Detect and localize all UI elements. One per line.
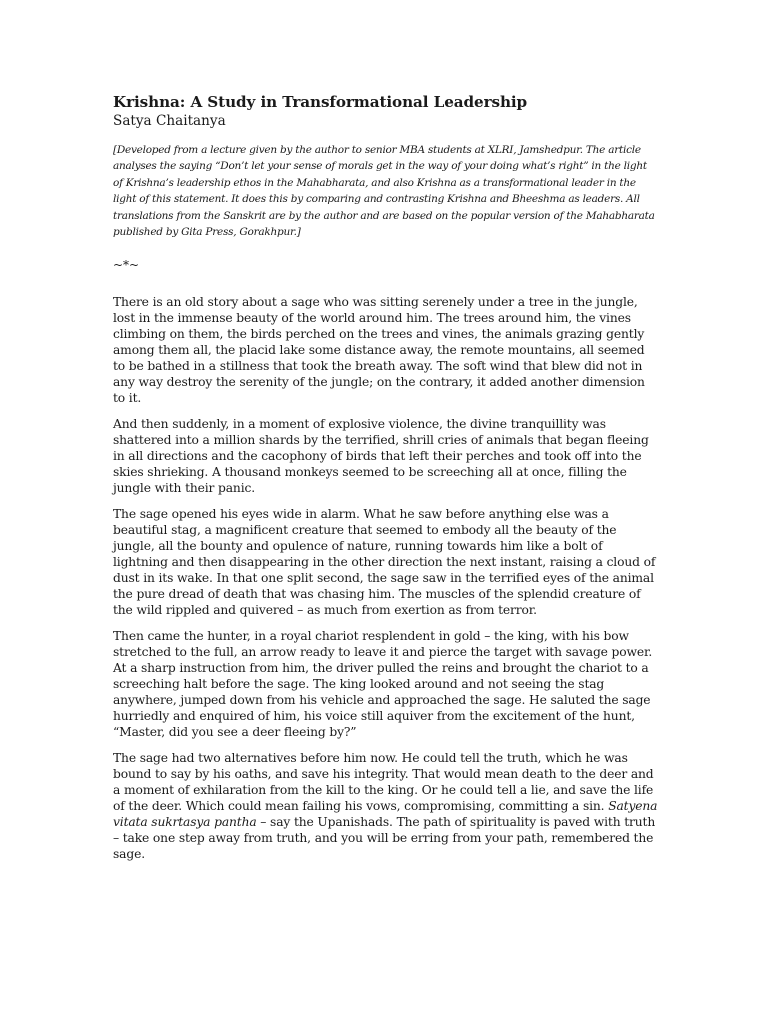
document-page [113, 92, 658, 872]
paragraph-5-text-after: – say the Upanishads. The path of spirituality is paved with truth – take one step away from truth, and you will be erring from your path, remembered the sage. [113, 815, 656, 862]
sanskrit-quote: Satyena vitata sukrtasya pantha [113, 799, 658, 830]
abstract-note: [Developed from a lecture given by the author to senior MBA students at XLRI, Jamshedpur. The article analyses the saying “Don’t let your sense of morals get in the way of your doing what’s right” in the light of Krishna’s leadership ethos in the Mahabharata, and also Krishna as a transformational leader in the light of this statement. It does this by comparing and contrasting Krishna and Bheeshma as leaders. All translations from the Sanskrit are by the author and are based on the popular version of the Mahabharata published by Gita Press, Gorakhpur.] [113, 144, 655, 239]
paragraph-3: The sage opened his eyes wide in alarm. What he saw before anything else was a beautiful stag, a magnificent creature that seemed to embody all the beauty of the jungle, all the bounty and opulence of nature, running towards him like a bolt of lightning and then disappearing in the other direction the next instant, raising a cloud of dust in its wake. In that one split second, the sage saw in the terrified eyes of the animal the pure dread of death that was chasing him. The muscles of the splendid creature of the wild rippled and quivered – as much from exertion as from terror. [113, 507, 656, 618]
document-title: Krishna: A Study in Transformational Leadership [113, 93, 528, 111]
author-name: Satya Chaitanya [113, 113, 226, 129]
paragraph-4: Then came the hunter, in a royal chariot resplendent in gold – the king, with his bow stretched to the full, an arrow ready to leave it and pierce the target with savage power. At a sharp instruction from him, the driver pulled the reins and brought the chariot to a screeching halt before the sage. The king looked around and not seeing the stag anywhere, jumped down from his vehicle and approached the sage. He saluted the sage hurriedly and enquired of him, his voice still aquiver from the excitement of the hunt, “Master, did you see a deer fleeing by?” [113, 629, 653, 740]
paragraph-5 [113, 750, 658, 862]
paragraph-2: And then suddenly, in a moment of explosive violence, the divine tranquillity was shattered into a million shards by the terrified, shrill cries of animals that began fleeing in all directions and the cacophony of birds that left their perches and took off into the skies shrieking. A thousand monkeys seemed to be screeching all at once, filling the jungle with their panic. [113, 417, 649, 496]
paragraph-1: There is an old story about a sage who was sitting serenely under a tree in the jungle, lost in the immense beauty of the world around him. The trees around him, the vines climbing on them, the birds perched on the trees and vines, the animals grazing gently among them all, the placid lake some distance away, the remote mountains, all seemed to be bathed in a stillness that took the breath away. The soft wind that blew did not in any way destroy the serenity of the jungle; on the contrary, it added another dimension to it. [113, 295, 645, 406]
section-separator: ~*~ [113, 258, 140, 273]
paragraph-5-text-before: The sage had two alternatives before him now. He could tell the truth, which he was bound to say by his oaths, and save his integrity. That would mean death to the deer and a moment of exhilaration from the kill to the king. Or he could tell a lie, and save the life of the deer. Which could mean failing his vows, compromising, committing a sin. [113, 751, 654, 814]
